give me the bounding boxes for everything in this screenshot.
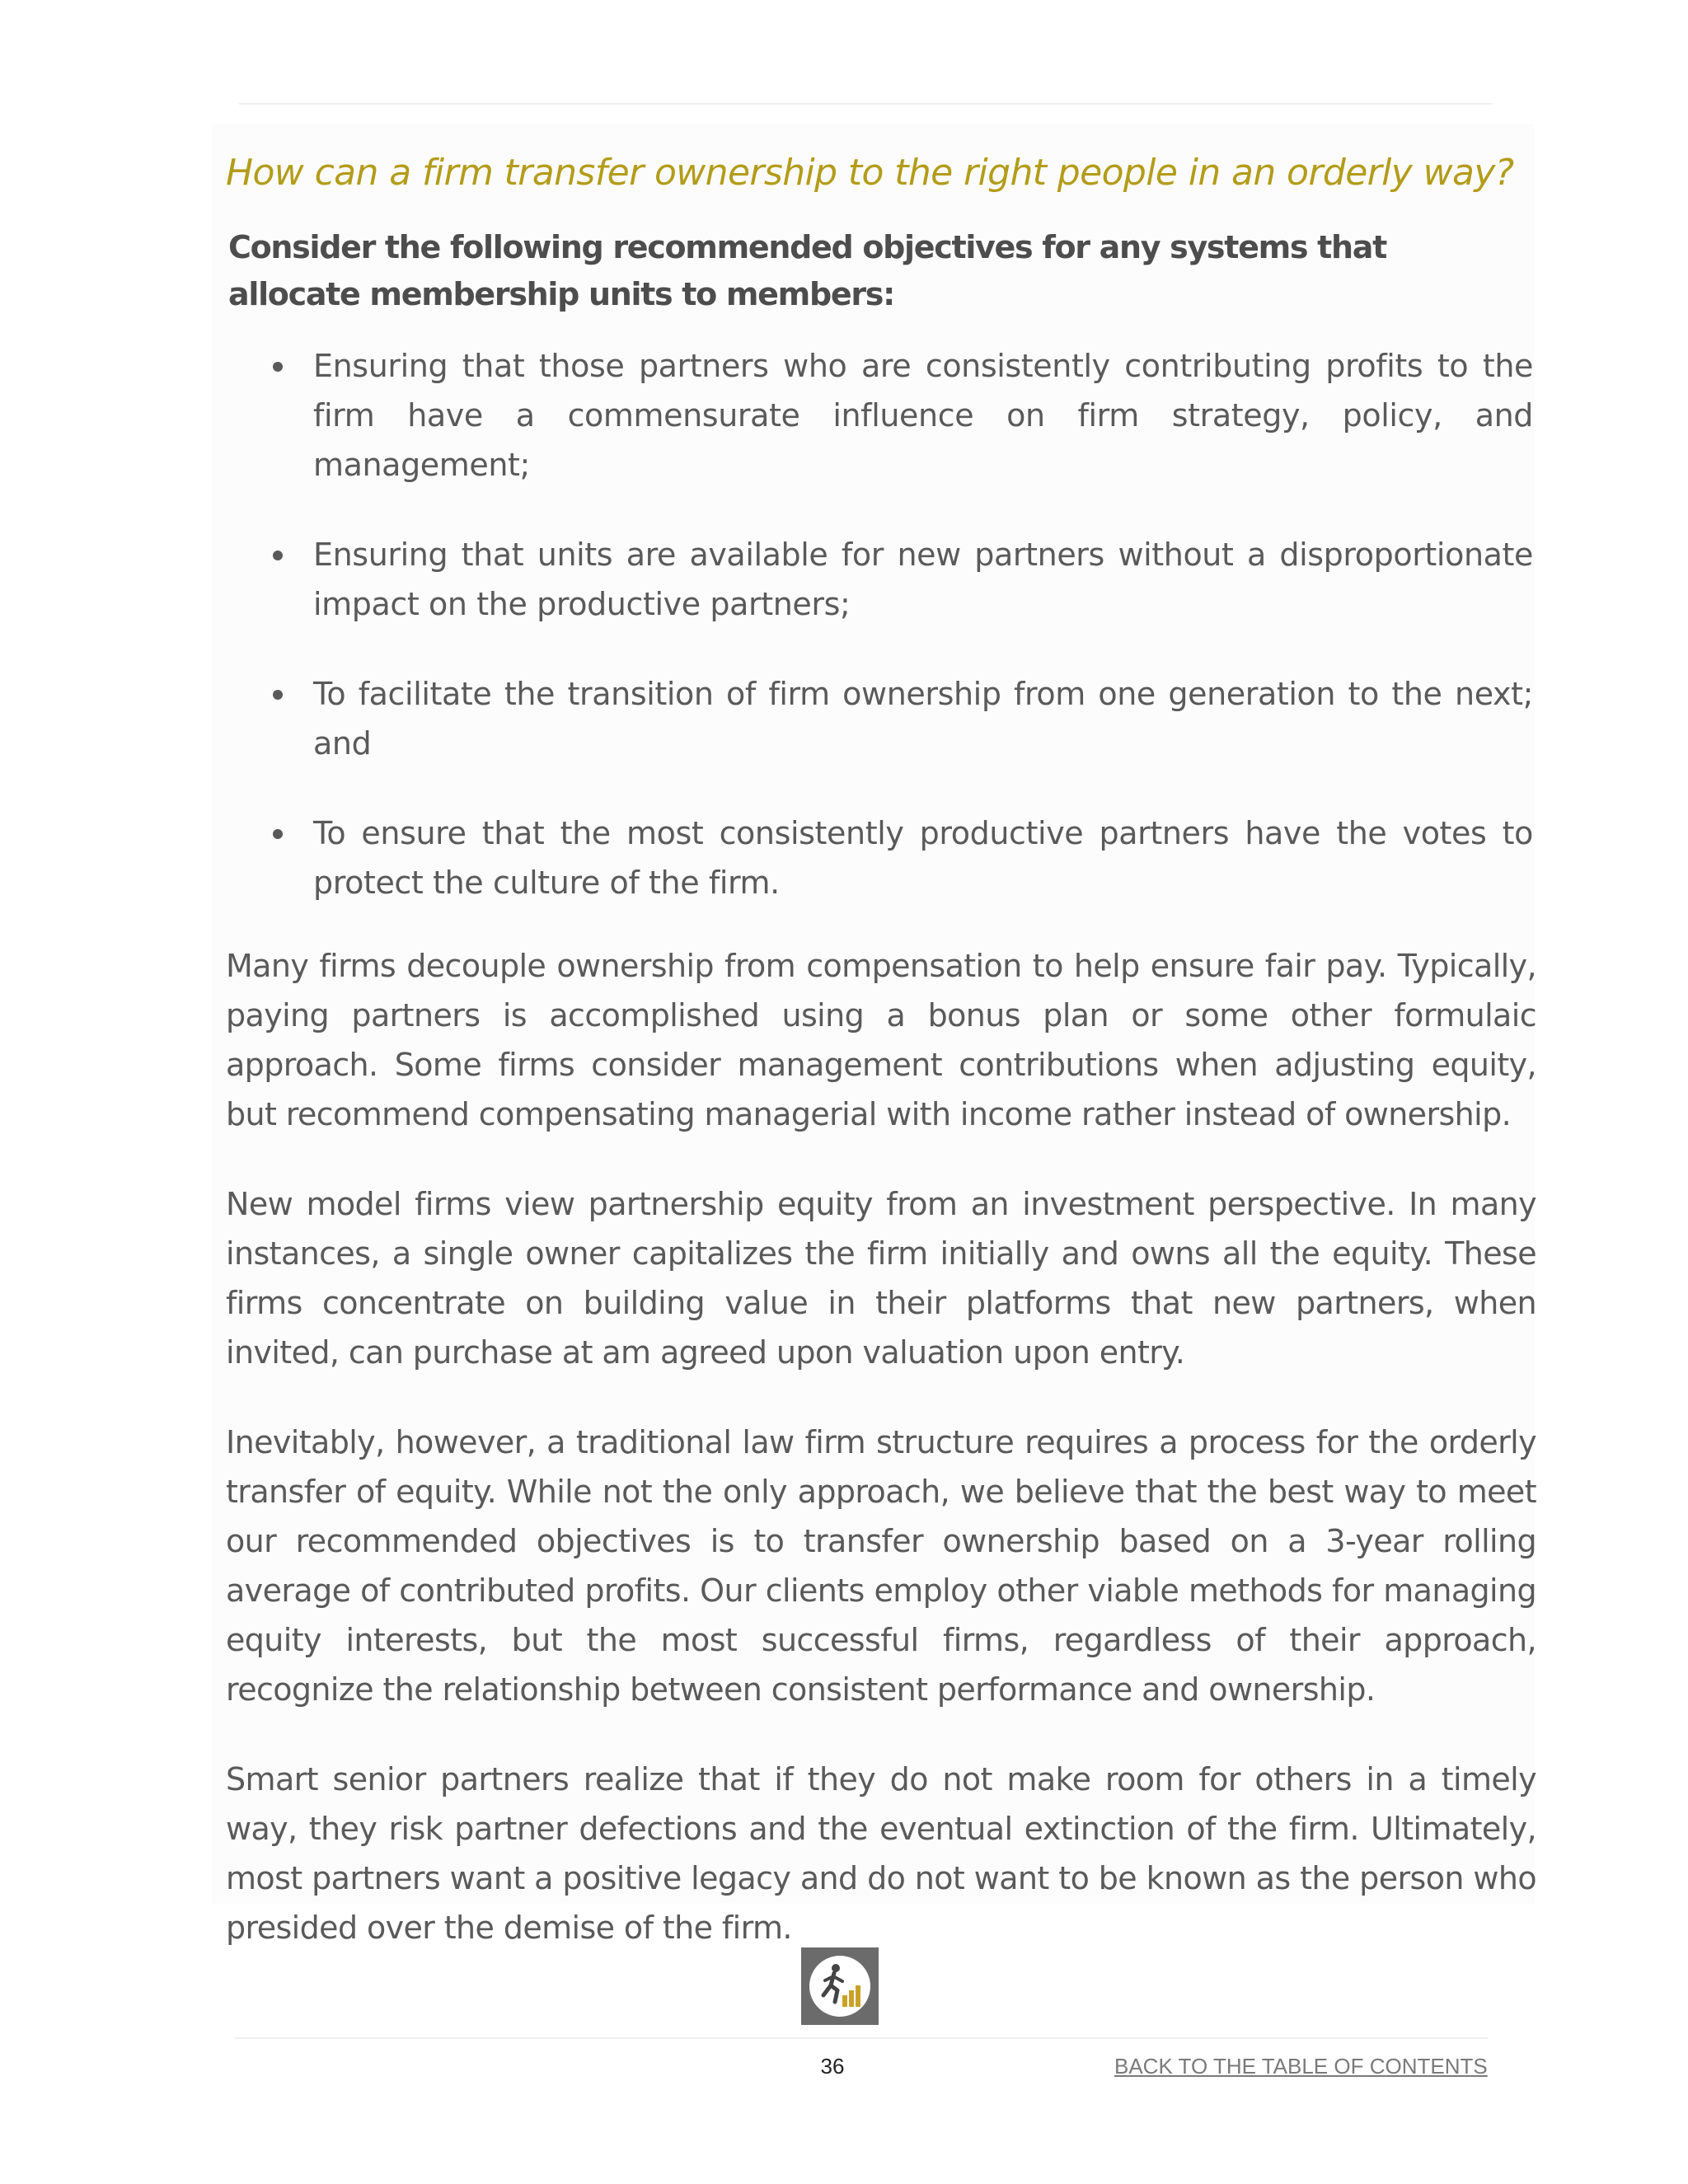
back-to-toc-link[interactable]: BACK TO THE TABLE OF CONTENTS <box>1114 2054 1488 2079</box>
objectives-intro: Consider the following recommended objectives for any systems that allocate membership units to members: <box>228 229 1386 312</box>
list-item <box>226 808 1533 907</box>
list-item <box>226 530 1533 629</box>
body-paragraph: Many firms decouple ownership from compensation to help ensure fair pay. Typically, paying partners is accomplished using a bonus plan or some other formulaic approach. Some firms consider management contributions when adjusting equity, but recommend compensating managerial with income rather instead of ownership. <box>226 948 1536 1132</box>
list-item <box>226 341 1533 490</box>
list-item-text: Ensuring that units are available for new partners without a disproportionate impact on the productive partners; <box>313 537 1533 622</box>
footer-divider <box>235 2037 1488 2039</box>
list-item-text: To facilitate the transition of firm ownership from one generation to the next; and <box>313 676 1533 762</box>
list-item <box>226 669 1533 768</box>
page-number: 36 <box>820 2054 845 2079</box>
bullet-icon <box>273 551 283 560</box>
page-content <box>212 124 1536 1946</box>
body-paragraph: Smart senior partners realize that if they do not make room for others in a timely way, they risk partner defections and the eventual extinction of the firm. Ultimately, most partners want a positive legacy and do not want to be known as the person who presided over the demise of the firm. <box>226 1761 1536 1946</box>
body-paragraph: Inevitably, however, a traditional law firm structure requires a process for the orderly transfer of equity. While not the only approach, we believe that the best way to meet our recommended objectives is to transfer ownership based on a 3-year rolling average of contributed profits. Our clients employ other viable methods for managing equity interests, but the most successful firms, regardless of their approach, recognize the relationship between consistent performance and ownership. <box>226 1424 1536 1708</box>
bullet-icon <box>273 690 283 700</box>
section-heading: How can a firm transfer ownership to the right people in an orderly way? <box>226 152 1514 194</box>
bullet-icon <box>273 362 283 372</box>
bullet-icon <box>273 829 283 839</box>
list-item-text: To ensure that the most consistently productive partners have the votes to protect the culture of the firm. <box>313 815 1533 901</box>
body-paragraph: New model firms view partnership equity from an investment perspective. In many instances, a single owner capitalizes the firm initially and owns all the equity. These firms concentrate on building value in their platforms that new partners, when invited, can purchase at am agreed upon valuation upon entry. <box>226 1186 1536 1371</box>
logo-graphic <box>801 1947 879 2025</box>
list-item-text: Ensuring that those partners who are consistently contributing profits to the firm have a commensurate influence on firm strategy, policy, and management; <box>313 348 1533 483</box>
objectives-list <box>226 341 1535 907</box>
top-divider <box>239 103 1492 105</box>
running-figure-chart-logo-icon <box>801 1947 879 2025</box>
